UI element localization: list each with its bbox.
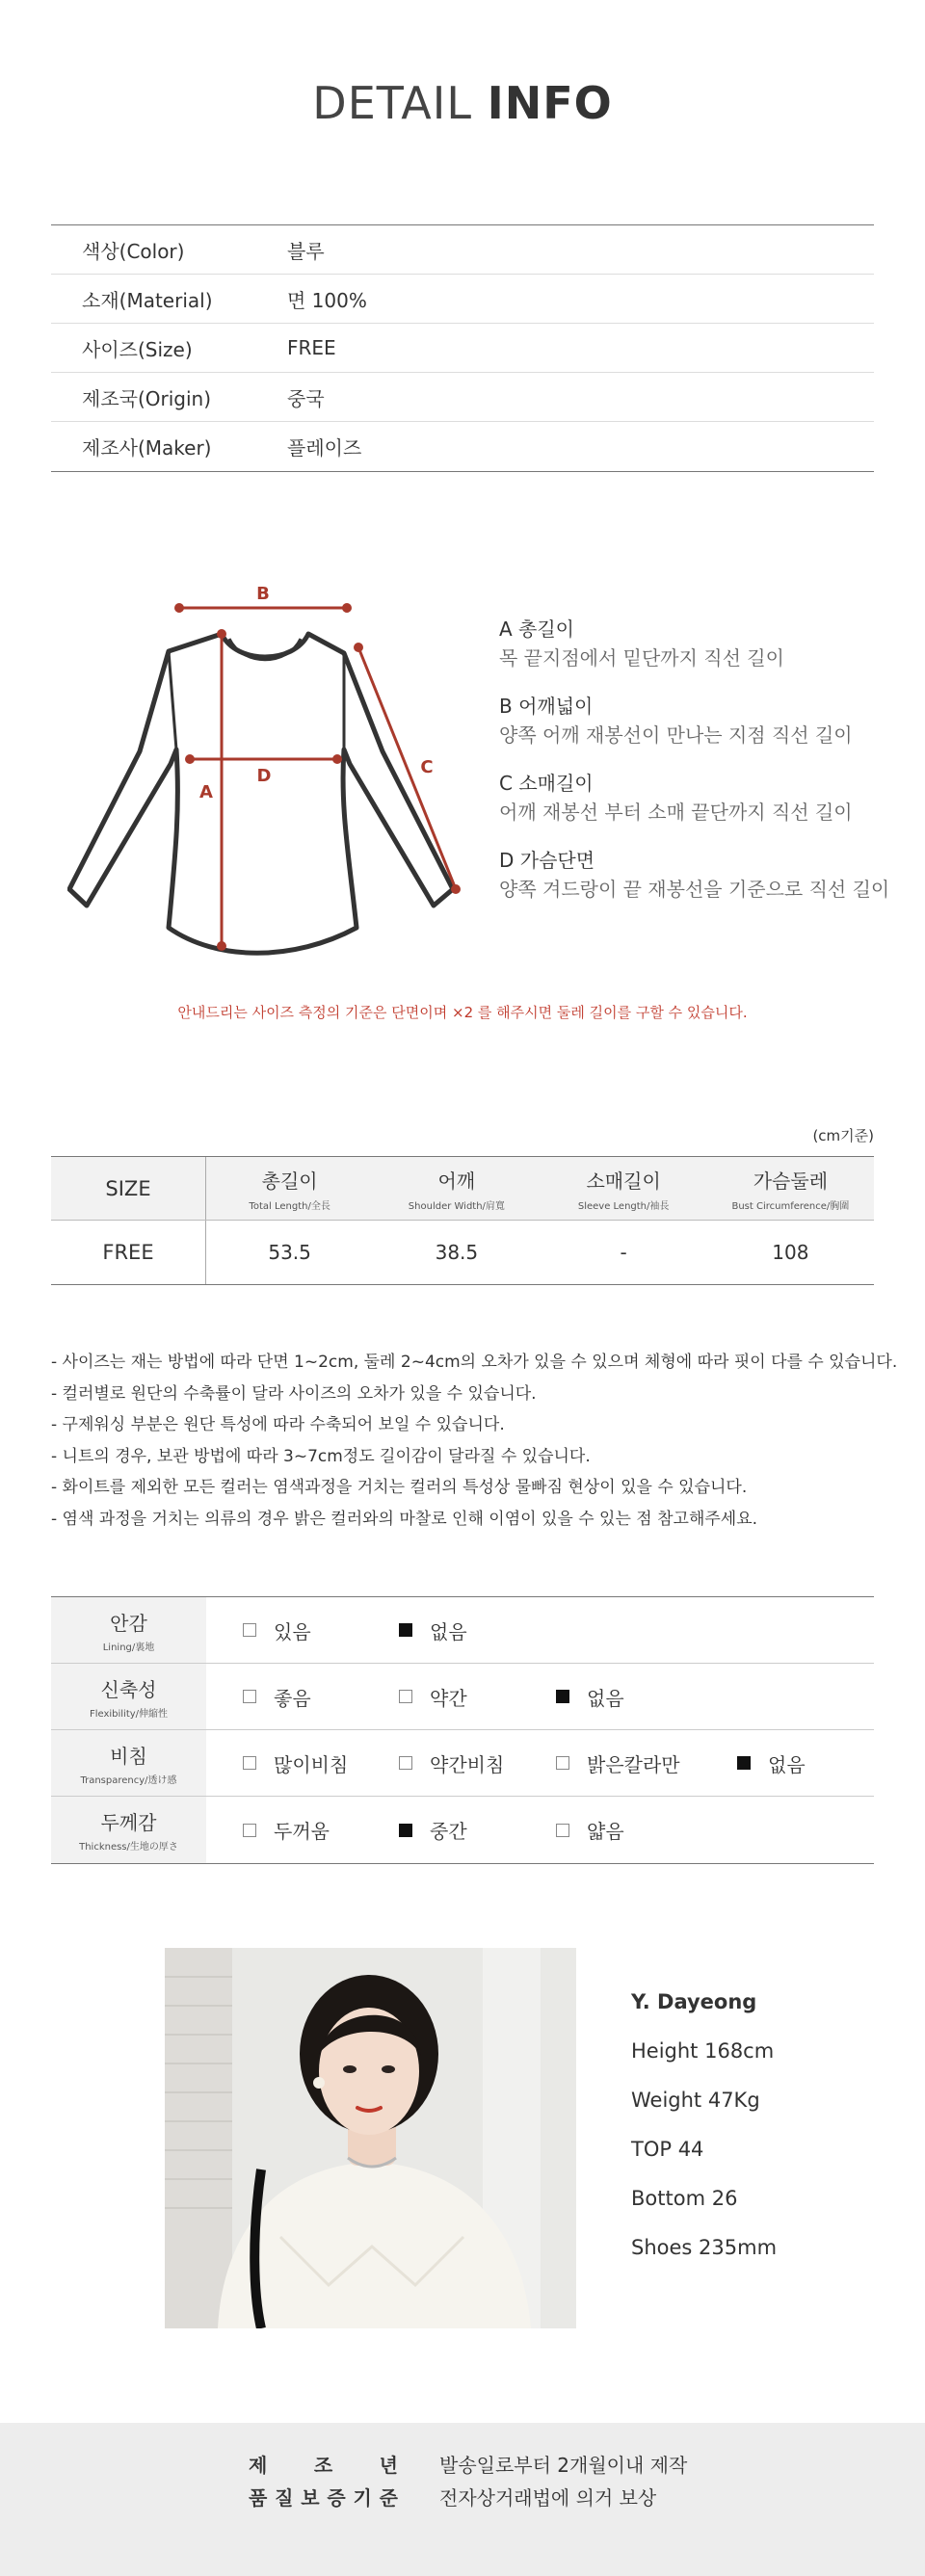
checkbox bbox=[243, 1824, 256, 1837]
value-total-length: 53.5 bbox=[268, 1241, 311, 1264]
option-label: 있음 bbox=[274, 1619, 311, 1643]
option-label: 없음 bbox=[768, 1752, 806, 1776]
garment-measurement-diagram bbox=[67, 566, 482, 971]
value-shoulder: 38.5 bbox=[435, 1241, 479, 1264]
attr-label bbox=[51, 1597, 206, 1663]
option-flex-slight bbox=[399, 1664, 467, 1729]
attr-title: 안감 bbox=[110, 1611, 147, 1635]
info-value: 면 100% bbox=[287, 288, 367, 312]
option-thick-thick bbox=[243, 1797, 330, 1863]
shirt-seam-left bbox=[169, 651, 176, 749]
title-bold: INFO bbox=[487, 77, 613, 129]
checkbox bbox=[556, 1824, 569, 1837]
size-name-cell: FREE bbox=[51, 1221, 206, 1284]
attr-label bbox=[51, 1664, 206, 1729]
attr-row-thickness bbox=[51, 1797, 874, 1863]
model-illustration bbox=[165, 1948, 576, 2328]
info-row-material bbox=[51, 275, 874, 324]
column-title: 총길이 bbox=[261, 1169, 318, 1193]
attr-options bbox=[206, 1664, 874, 1729]
measure-dot bbox=[451, 884, 461, 894]
column-subtitle: Total Length/全長 bbox=[249, 1200, 330, 1212]
info-value: 중국 bbox=[287, 386, 325, 410]
measurement-legend bbox=[499, 615, 904, 923]
footer-value: 발송일로부터 2개월이내 제작 bbox=[439, 2454, 688, 2477]
column-title: 어깨 bbox=[437, 1169, 476, 1193]
info-row-maker bbox=[51, 422, 874, 471]
option-trans-much bbox=[243, 1730, 348, 1796]
measure-dot bbox=[332, 754, 342, 764]
model-top-size: TOP 44 bbox=[631, 2138, 704, 2161]
note-item: - 사이즈는 재는 방법에 따라 단면 1~2cm, 둘레 2~4cm의 오차가 있을 수 있으며 체형에 따라 핏이 다를 수 있습니다. bbox=[51, 1353, 898, 1372]
model-name: Y. Dayeong bbox=[631, 1990, 757, 2013]
size-header-cell: SIZE bbox=[51, 1157, 206, 1220]
checkbox bbox=[243, 1690, 256, 1703]
model-height: Height 168cm bbox=[631, 2039, 775, 2063]
shirt-outline bbox=[69, 634, 453, 953]
legend-item-a bbox=[499, 615, 904, 672]
fabric-attribute-table bbox=[51, 1596, 874, 1864]
option-label: 없음 bbox=[430, 1619, 467, 1643]
attr-label bbox=[51, 1797, 206, 1863]
measure-dot bbox=[342, 603, 352, 613]
column-subtitle: Sleeve Length/袖長 bbox=[577, 1200, 670, 1212]
table-row bbox=[51, 1221, 874, 1284]
note-item: - 컬러별로 원단의 수축률이 달라 사이즈의 오차가 있을 수 있습니다. bbox=[51, 1383, 537, 1404]
attr-options bbox=[206, 1597, 874, 1663]
column-title: 소매길이 bbox=[586, 1169, 661, 1193]
attr-label bbox=[51, 1730, 206, 1796]
checkbox bbox=[243, 1756, 256, 1770]
attr-options bbox=[206, 1730, 874, 1796]
column-title: 가슴둘레 bbox=[753, 1169, 829, 1193]
info-key: 제조사(Maker) bbox=[82, 436, 212, 460]
size-notes bbox=[51, 1347, 899, 1535]
mark-c: C bbox=[420, 757, 434, 777]
measure-dot bbox=[174, 603, 184, 613]
checkbox-checked bbox=[737, 1756, 751, 1770]
option-label: 약간 bbox=[430, 1686, 467, 1710]
legend-item-c bbox=[499, 769, 904, 827]
footer-value: 전자상거래법에 의거 보상 bbox=[439, 2486, 657, 2510]
attr-subtitle: Flexibility/伸縮性 bbox=[89, 1708, 169, 1720]
info-value: FREE bbox=[287, 336, 336, 359]
option-flex-none bbox=[556, 1664, 624, 1729]
column-total-length bbox=[206, 1157, 373, 1220]
attr-row-lining bbox=[51, 1597, 874, 1664]
measure-dot bbox=[217, 629, 226, 639]
column-bust bbox=[707, 1157, 874, 1220]
option-label: 좋음 bbox=[274, 1686, 311, 1710]
legend-desc: 양쪽 어깨 재봉선이 만나는 지점 직선 길이 bbox=[499, 723, 853, 747]
option-label: 두꺼움 bbox=[274, 1820, 330, 1843]
option-trans-slight bbox=[399, 1730, 504, 1796]
size-basis-unit: (cm기준) bbox=[812, 1127, 874, 1144]
info-row-origin bbox=[51, 373, 874, 422]
model-weight: Weight 47Kg bbox=[631, 2089, 760, 2112]
size-measure-notice: 안내드리는 사이즈 측정의 기준은 단면이며 ×2 를 해주시면 둘레 길이를 구할 수 있습니다. bbox=[177, 1004, 748, 1021]
title-light: DETAIL bbox=[312, 77, 488, 129]
option-label: 얇음 bbox=[587, 1820, 624, 1843]
checkbox-checked bbox=[399, 1623, 412, 1637]
legend-title: C 소매길이 bbox=[499, 772, 594, 795]
checkbox-checked bbox=[556, 1690, 569, 1703]
note-item: - 니트의 경우, 보관 방법에 따라 3~7cm정도 길이감이 달라질 수 있습니다. bbox=[51, 1446, 591, 1466]
column-subtitle: Bust Circumference/胸圍 bbox=[731, 1200, 850, 1212]
checkbox bbox=[399, 1690, 412, 1703]
value-bust: 108 bbox=[772, 1241, 809, 1264]
footer-key: 품 질 보 증 기 준 bbox=[249, 2486, 398, 2510]
info-value: 블루 bbox=[287, 239, 325, 263]
measure-dot bbox=[185, 754, 195, 764]
note-item: - 화이트를 제외한 모든 컬러는 염색과정을 거치는 컬러의 특성상 물빠짐 현상이 있을 수 있습니다. bbox=[51, 1478, 748, 1497]
legend-title: D 가슴단면 bbox=[499, 849, 595, 872]
option-trans-none bbox=[737, 1730, 806, 1796]
attr-subtitle: Transparency/透け感 bbox=[80, 1774, 177, 1786]
note-item: - 염색 과정을 거치는 의류의 경우 밝은 컬러와의 마찰로 인해 이염이 있을 수 있는 점 참고해주세요. bbox=[51, 1509, 758, 1529]
measure-dot bbox=[354, 643, 363, 652]
info-key: 소재(Material) bbox=[82, 288, 213, 312]
mark-b: B bbox=[256, 584, 270, 604]
option-lining-yes bbox=[243, 1597, 311, 1663]
value-sleeve: - bbox=[620, 1241, 627, 1264]
footer-info bbox=[0, 2423, 925, 2576]
detail-info-title bbox=[0, 77, 925, 129]
option-label: 중간 bbox=[430, 1820, 467, 1843]
option-thick-thin bbox=[556, 1797, 624, 1863]
checkbox bbox=[243, 1623, 256, 1637]
checkbox bbox=[399, 1756, 412, 1770]
option-trans-bright bbox=[556, 1730, 680, 1796]
attr-options bbox=[206, 1797, 874, 1863]
attr-subtitle: Lining/裏地 bbox=[102, 1642, 155, 1653]
option-label: 밝은칼라만 bbox=[587, 1752, 680, 1776]
legend-desc: 목 끝지점에서 밑단까지 직선 길이 bbox=[499, 646, 784, 670]
checkbox bbox=[556, 1756, 569, 1770]
attr-title: 두께감 bbox=[100, 1811, 157, 1834]
measure-dot bbox=[217, 941, 226, 951]
info-key: 제조국(Origin) bbox=[82, 386, 212, 410]
model-bottom-size: Bottom 26 bbox=[631, 2187, 738, 2210]
legend-desc: 어깨 재봉선 부터 소매 끝단까지 직선 길이 bbox=[499, 801, 853, 824]
info-key: 사이즈(Size) bbox=[82, 337, 193, 361]
product-info-table bbox=[51, 224, 874, 472]
size-table bbox=[51, 1156, 874, 1285]
legend-item-b bbox=[499, 692, 904, 749]
info-key: 색상(Color) bbox=[82, 239, 185, 263]
attr-row-flexibility bbox=[51, 1664, 874, 1730]
model-shoes-size: Shoes 235mm bbox=[631, 2236, 778, 2259]
column-subtitle: Shoulder Width/肩寬 bbox=[408, 1200, 505, 1212]
attr-title: 비침 bbox=[110, 1744, 147, 1768]
attr-row-transparency bbox=[51, 1730, 874, 1797]
legend-title: A 총길이 bbox=[499, 618, 574, 641]
info-row-size bbox=[51, 324, 874, 373]
option-lining-no bbox=[399, 1597, 467, 1663]
attr-subtitle: Thickness/生地の厚さ bbox=[79, 1842, 178, 1853]
model-photo bbox=[165, 1948, 576, 2328]
measure-line-c bbox=[358, 647, 456, 889]
option-thick-medium bbox=[399, 1797, 467, 1863]
legend-desc: 양쪽 겨드랑이 끝 재봉선을 기준으로 직선 길이 bbox=[499, 878, 890, 901]
info-row-color bbox=[51, 225, 874, 275]
legend-item-d bbox=[499, 846, 904, 904]
mark-d: D bbox=[256, 766, 272, 786]
attr-title: 신축성 bbox=[100, 1677, 157, 1701]
option-label: 없음 bbox=[587, 1686, 624, 1710]
column-sleeve bbox=[541, 1157, 707, 1220]
option-label: 약간비침 bbox=[430, 1752, 505, 1776]
checkbox-checked bbox=[399, 1824, 412, 1837]
model-info bbox=[631, 1990, 777, 2285]
footer-key: 제 조 년 bbox=[249, 2454, 398, 2477]
column-shoulder bbox=[373, 1157, 540, 1220]
note-item: - 구제워싱 부분은 원단 특성에 따라 수축되어 보일 수 있습니다. bbox=[51, 1415, 505, 1434]
mark-a: A bbox=[199, 782, 213, 802]
legend-title: B 어깨넓이 bbox=[499, 695, 594, 718]
size-table-header bbox=[51, 1157, 874, 1221]
option-label: 많이비침 bbox=[274, 1752, 349, 1776]
option-flex-good bbox=[243, 1664, 311, 1729]
info-value: 플레이즈 bbox=[287, 436, 362, 460]
